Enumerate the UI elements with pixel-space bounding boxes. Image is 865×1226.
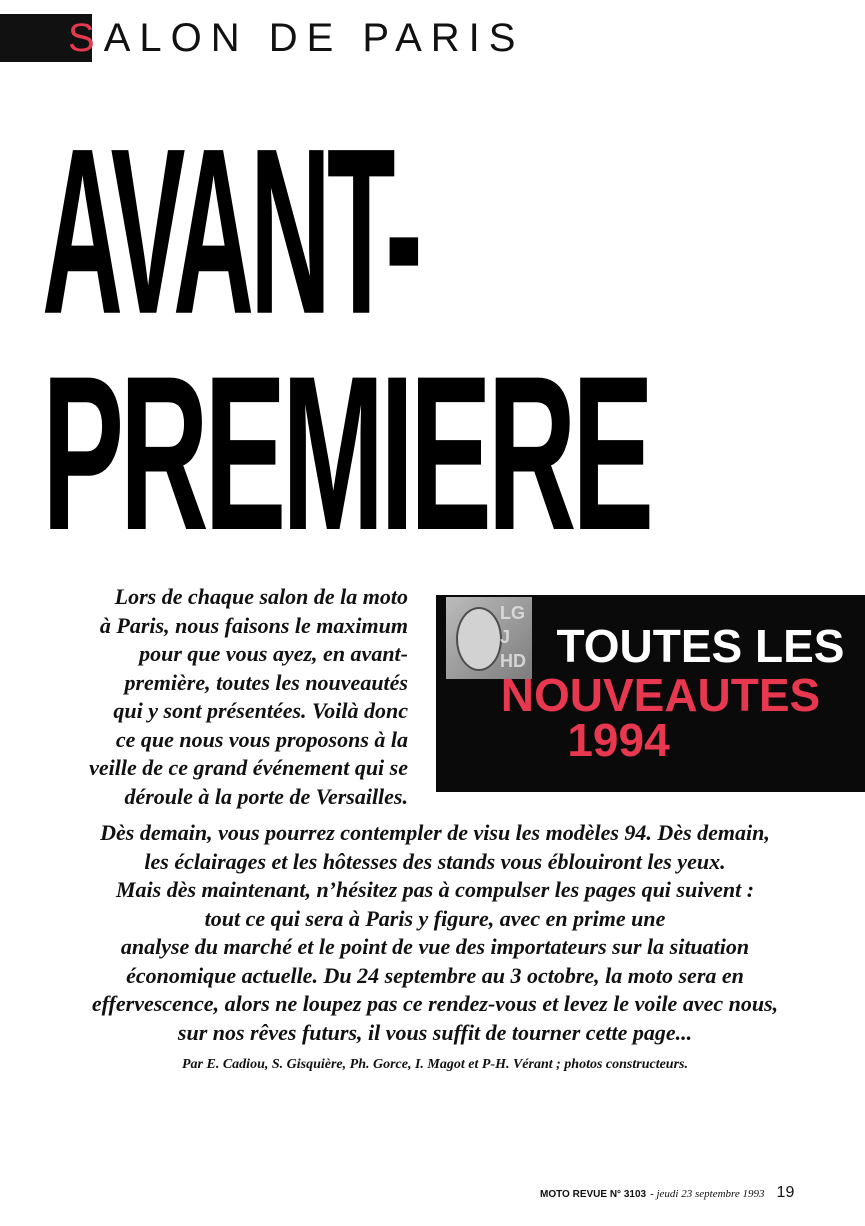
intro-line: Lors de chaque salon de la moto: [114, 584, 408, 609]
page-number: 19: [776, 1184, 795, 1201]
promo-box: [436, 595, 865, 792]
body-line: analyse du marché et le point de vue des importateurs sur la situation: [120, 934, 750, 959]
intro-line: ce que nous vous proposons à la: [115, 726, 408, 752]
body-line: sur nos rêves futurs, il vous suffit de tourner cette page...: [177, 1019, 693, 1045]
section-title-rest: ALON DE PARIS: [103, 16, 525, 60]
body-line: les éclairages et les hôtesses des stands vous éblouiront les yeux.: [144, 848, 726, 874]
watermark-logo: LG J HD: [500, 603, 526, 671]
magazine-issue: MOTO REVUE N° 3103: [540, 1189, 647, 1200]
body-line: Mais dès maintenant, n’hésitez pas à compulser les pages qui suivent :: [115, 877, 755, 902]
intro-line: à Paris, nous faisons le maximum: [99, 612, 408, 638]
intro-line: première, toutes les nouveautés: [124, 669, 408, 695]
intro-line: déroule à la porte de Versailles.: [124, 783, 408, 809]
body-line: effervescence, alors ne loupez pas ce rendez-vous et levez le voile avec nous,: [91, 991, 779, 1016]
section-title-initial: S: [68, 16, 104, 60]
body-line: économique actuelle. Du 24 septembre au 3 octobre, la moto sera en: [126, 962, 744, 988]
headline-line-1: AVANT-: [42, 99, 419, 365]
body-paragraph: [40, 819, 830, 1047]
promo-line-1: TOUTES LES: [556, 620, 845, 672]
section-title: [68, 12, 524, 64]
promo-line-2: NOUVEAUTES: [500, 669, 821, 721]
intro-line: pour que vous ayez, en avant-: [139, 641, 408, 666]
body-line: Dès demain, vous pourrez contempler de visu les modèles 94. Dès demain,: [100, 820, 770, 845]
intro-line: veille de ce grand événement qui se: [89, 755, 408, 780]
body-line: tout ce qui sera à Paris y figure, avec en prime une: [204, 905, 666, 931]
issue-date: - jeudi 23 septembre 1993: [650, 1188, 765, 1200]
headline-line-2: PREMIERE: [42, 331, 650, 577]
intro-line: qui y sont présentées. Voilà donc: [113, 698, 408, 723]
promo-line-3: 1994: [567, 714, 670, 766]
page-footer: [540, 1184, 794, 1202]
credits-line: Par E. Cadiou, S. Gisquière, Ph. Gorce, I. Magot et P-H. Vérant ; photos constructeurs.: [182, 1057, 688, 1072]
intro-paragraph: [30, 583, 408, 811]
